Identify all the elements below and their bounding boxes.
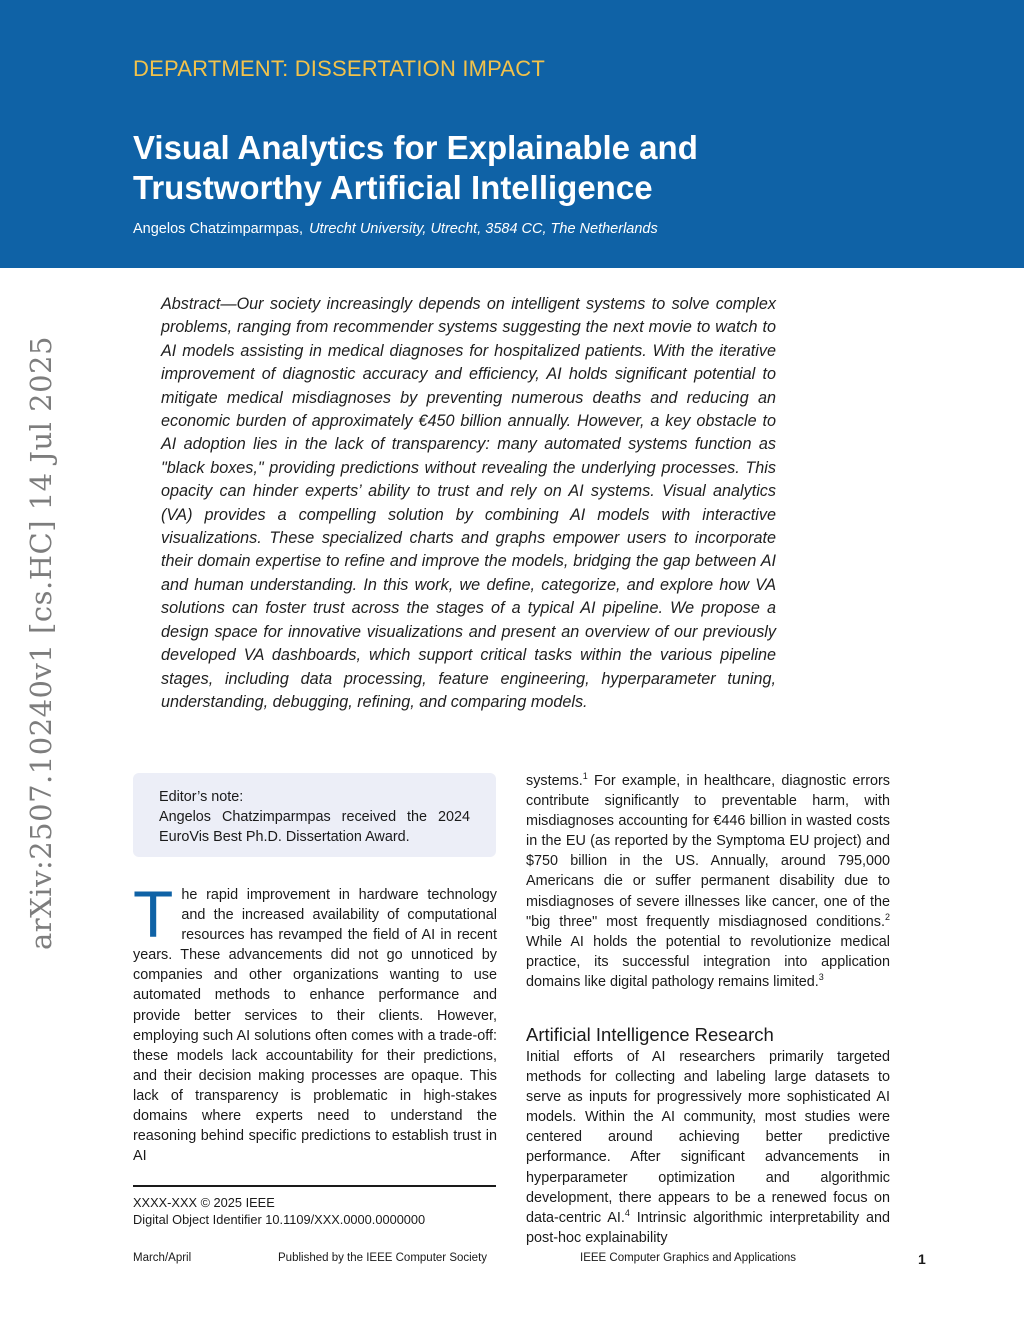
- title-line-2: Trustworthy Artificial Intelligence: [133, 169, 653, 206]
- reference-3[interactable]: 3: [818, 972, 824, 983]
- section-body: [526, 1047, 890, 1248]
- reference-1[interactable]: 1: [582, 771, 588, 782]
- abstract: Abstract—Our society increasingly depends on intelligent systems to solve complex problems, ranging from recommender systems suggesting the next movie to watch to AI models assisting in medical diagnoses for hospitalized patients. With the iterative improvement of diagnostic accuracy and efficiency, AI holds significant potential to mitigate medical misdiagnoses by preventing numerous deaths and reducing an economic burden of approximately €450 billion annually. However, a key obstacle to AI adoption lies in the lack of transparency: many automated systems function as "black boxes," providing predictions without revealing the underlying processes. This opacity can hinder experts’ ability to trust and rely on AI systems. Visual analytics (VA) provides a compelling solution by combining AI models with interactive visualizations. These specialized charts and graphs empower users to incorporate their domain expertise to refine and improve the models, bridging the gap between AI and human understanding. In this work, we define, categorize, and explore how VA solutions can foster trust across the stages of a typical AI pipeline. We propose a design space for innovative visualizations and present an overview of our previously developed VA dashboards, which support critical tasks within the various pipeline stages, including data processing, feature engineering, hyperparameter tuning, understanding, debugging, refining, and comparing models.: [161, 295, 776, 711]
- right-text-b: For example, in healthcare, diagnostic errors contribute significantly to preventable harm, with misdiagnoses accounting for €446 billion in wasted costs in the EU (as reported by the Symptoma EU project) and $750 billion in the US. Annually, around 795,000 Americans die or suffer permanent disability due to misdiagnoses of severe illnesses like cancer, one of the "big three" most frequently misdiagnosed conditions.: [526, 773, 890, 930]
- department-label: DEPARTMENT: DISSERTATION IMPACT: [133, 56, 546, 81]
- reference-2[interactable]: 2: [884, 911, 890, 922]
- copyright-block: [133, 1194, 425, 1228]
- editor-note-label: Editor’s note:: [159, 789, 244, 805]
- right-text-a: systems.: [526, 773, 583, 789]
- footer-publisher: Published by the IEEE Computer Society: [278, 1252, 488, 1264]
- reference-4[interactable]: 4: [624, 1207, 630, 1218]
- right-text-c: While AI holds the potential to revolutionize medical practice, its successful integration into application domains like digital pathology remains limited.: [526, 933, 890, 990]
- intro-text: he rapid improvement in hardware technology and the increased availability of computational resources has revamped the field of AI in recent years. These advancements did not go unnoticed by companies and other organizations wanting to use automated methods to enhance performance and provide better services to their clients. However, employing such AI solutions often comes with a trade-off: these models lack accountability for their predictions, and their decision making processes are opaque. This lack of transparency is problematic in high-stakes domains where experts need to understand the reasoning behind specific predictions to establish trust in AI: [133, 887, 497, 1165]
- footnote-divider: [133, 1185, 496, 1187]
- author-affiliation: Utrecht University, Utrecht, 3584 CC, The Netherlands: [309, 221, 658, 237]
- footer-date: March/April: [133, 1252, 192, 1264]
- page-number: 1: [918, 1251, 926, 1267]
- drop-cap: T: [133, 877, 174, 951]
- header-banner: [0, 0, 1024, 268]
- author-line: [133, 221, 658, 237]
- body-column-left: [133, 877, 497, 1166]
- copyright-line: XXXX-XXX © 2025 IEEE: [133, 1195, 275, 1210]
- body-column-right: [526, 771, 890, 992]
- section-text-b: Intrinsic algorithmic interpretability and post-hoc explainability: [526, 1209, 891, 1246]
- section-text-a: Initial efforts of AI researchers primarily targeted methods for collecting and labeling large datasets to serve as inputs for progressively more sophisticated AI models. Within the AI community, most studies were centered around achieving better predictive performance. After significant advancements in hyperparameter optimization and algorithmic development, there appears to be a renewed focus on data-centric AI.: [526, 1049, 890, 1226]
- editor-note: [133, 773, 496, 857]
- footer-journal: IEEE Computer Graphics and Applications: [580, 1252, 797, 1264]
- author-name: Angelos Chatzimparmpas,: [133, 221, 304, 237]
- editor-note-text: Angelos Chatzimparmpas received the 2024 EuroVis Best Ph.D. Dissertation Award.: [159, 809, 470, 845]
- paper-title: [133, 128, 853, 208]
- doi-line: Digital Object Identifier 10.1109/XXX.0000.0000000: [133, 1212, 426, 1227]
- section-heading: Artificial Intelligence Research: [526, 1024, 774, 1045]
- title-line-1: Visual Analytics for Explainable and: [133, 129, 698, 166]
- arxiv-stamp: arXiv:2507.10240v1 [cs.HC] 14 Jul 2025: [24, 336, 58, 950]
